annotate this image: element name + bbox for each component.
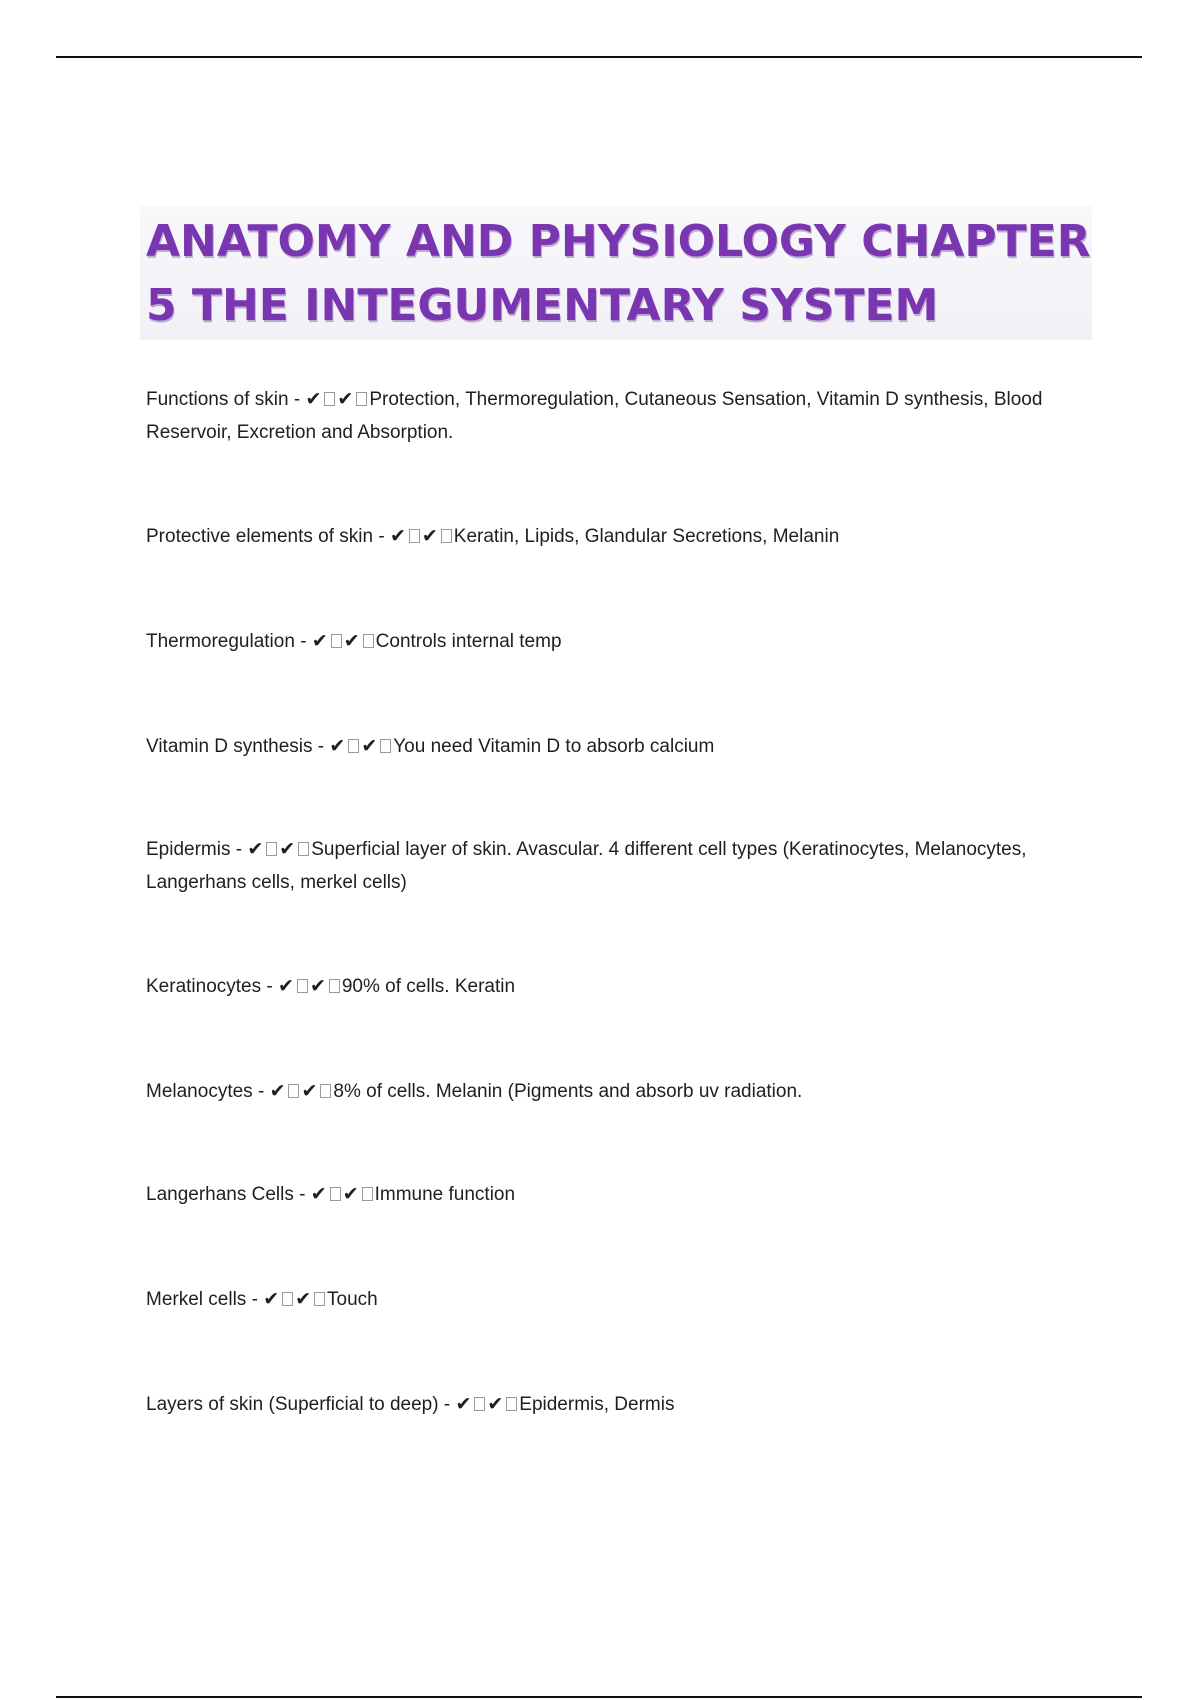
check-icon: ✔ [305, 388, 322, 410]
entry-term: Melanocytes [146, 1081, 253, 1102]
entry-term: Layers of skin (Superficial to deep) [146, 1394, 439, 1415]
entry-separator: - [373, 526, 390, 547]
entry-protective-elements [146, 520, 1076, 553]
entry-thermoregulation [146, 625, 1076, 658]
box-icon [409, 529, 420, 543]
entry-definition: Immune function [374, 1184, 516, 1205]
box-icon [506, 1397, 517, 1411]
box-icon [363, 634, 374, 648]
entry-melanocytes [146, 1075, 1076, 1108]
box-icon [314, 1292, 325, 1306]
entry-term: Protective elements of skin [146, 526, 374, 547]
entry-separator: - [293, 1184, 311, 1205]
entry-separator: - [438, 1394, 456, 1415]
entry-term: Epidermis [146, 839, 231, 860]
entry-langerhans-cells [146, 1178, 1076, 1211]
box-icon [282, 1292, 293, 1306]
entry-layers-of-skin [146, 1388, 1076, 1421]
entry-separator: - [312, 736, 330, 757]
entry-definition: Controls internal temp [375, 631, 562, 652]
entry-definition: Protection, Thermoregulation, Cutaneous Sensation, Vitamin D synthesis, Blood Reservoir, Excretion and Absorption. [146, 389, 1043, 443]
title-line-1: ANATOMY AND PHYSIOLOGY CHAPTER [146, 216, 1091, 267]
box-icon [288, 1084, 299, 1098]
check-icon: ✔ [310, 1183, 327, 1205]
box-icon [474, 1397, 485, 1411]
check-icon: ✔ [269, 1080, 286, 1102]
entry-term: Keratinocytes [146, 976, 262, 997]
entry-definition: 90% of cells. Keratin [341, 976, 516, 997]
entry-epidermis [146, 833, 1076, 899]
box-icon [266, 842, 277, 856]
check-icon: ✔ [247, 838, 264, 860]
box-icon [356, 392, 367, 406]
check-icon: ✔ [342, 1183, 359, 1205]
check-icon: ✔ [455, 1393, 472, 1415]
box-icon [348, 739, 359, 753]
check-icon: ✔ [301, 1080, 318, 1102]
top-rule [56, 56, 1142, 58]
box-icon [362, 1187, 373, 1201]
box-icon [330, 1187, 341, 1201]
check-icon: ✔ [295, 1288, 312, 1310]
check-icon: ✔ [263, 1288, 280, 1310]
check-icon: ✔ [311, 630, 328, 652]
entry-vitamin-d [146, 730, 1076, 763]
entry-definition: You need Vitamin D to absorb calcium [393, 736, 715, 757]
check-icon: ✔ [279, 838, 296, 860]
check-icon: ✔ [361, 735, 378, 757]
bottom-rule [56, 1696, 1142, 1698]
check-icon: ✔ [329, 735, 346, 757]
check-icon: ✔ [487, 1393, 504, 1415]
title-line-2: 5 THE INTEGUMENTARY SYSTEM [146, 280, 939, 331]
entry-term: Vitamin D synthesis [146, 736, 313, 757]
entry-separator: - [230, 839, 248, 860]
entry-separator: - [261, 976, 279, 997]
box-icon [297, 979, 308, 993]
entry-definition: 8% of cells. Melanin (Pigments and absorb uv radiation. [333, 1081, 803, 1102]
entry-definition: Touch [327, 1289, 378, 1310]
check-icon: ✔ [278, 975, 294, 997]
entry-functions-of-skin [146, 383, 1076, 449]
entry-separator: - [246, 1289, 264, 1310]
entry-term: Langerhans Cells [146, 1184, 294, 1205]
title-banner [140, 206, 1092, 340]
box-icon [324, 392, 335, 406]
entry-definition: Superficial layer of skin. Avascular. 4 different cell types (Keratinocytes, Melanocytes, Langerhans cells, merkel cells) [146, 839, 1027, 893]
entry-term: Functions of skin [146, 389, 289, 410]
check-icon: ✔ [343, 630, 360, 652]
box-icon [441, 529, 452, 543]
entry-definition: Keratin, Lipids, Glandular Secretions, Melanin [453, 526, 840, 547]
entry-merkel-cells [146, 1283, 1076, 1316]
check-icon: ✔ [421, 525, 438, 547]
check-icon: ✔ [309, 975, 326, 997]
box-icon [331, 634, 342, 648]
entry-definition: Epidermis, Dermis [519, 1394, 675, 1415]
entry-term: Thermoregulation [146, 631, 295, 652]
box-icon [320, 1084, 331, 1098]
box-icon [298, 842, 309, 856]
check-icon: ✔ [337, 388, 354, 410]
entry-separator: - [288, 389, 306, 410]
box-icon [329, 979, 340, 993]
entry-keratinocytes [146, 970, 1076, 1003]
entry-separator: - [294, 631, 312, 652]
entry-term: Merkel cells [146, 1289, 247, 1310]
box-icon [380, 739, 391, 753]
check-icon: ✔ [389, 525, 406, 547]
entry-separator: - [252, 1081, 270, 1102]
